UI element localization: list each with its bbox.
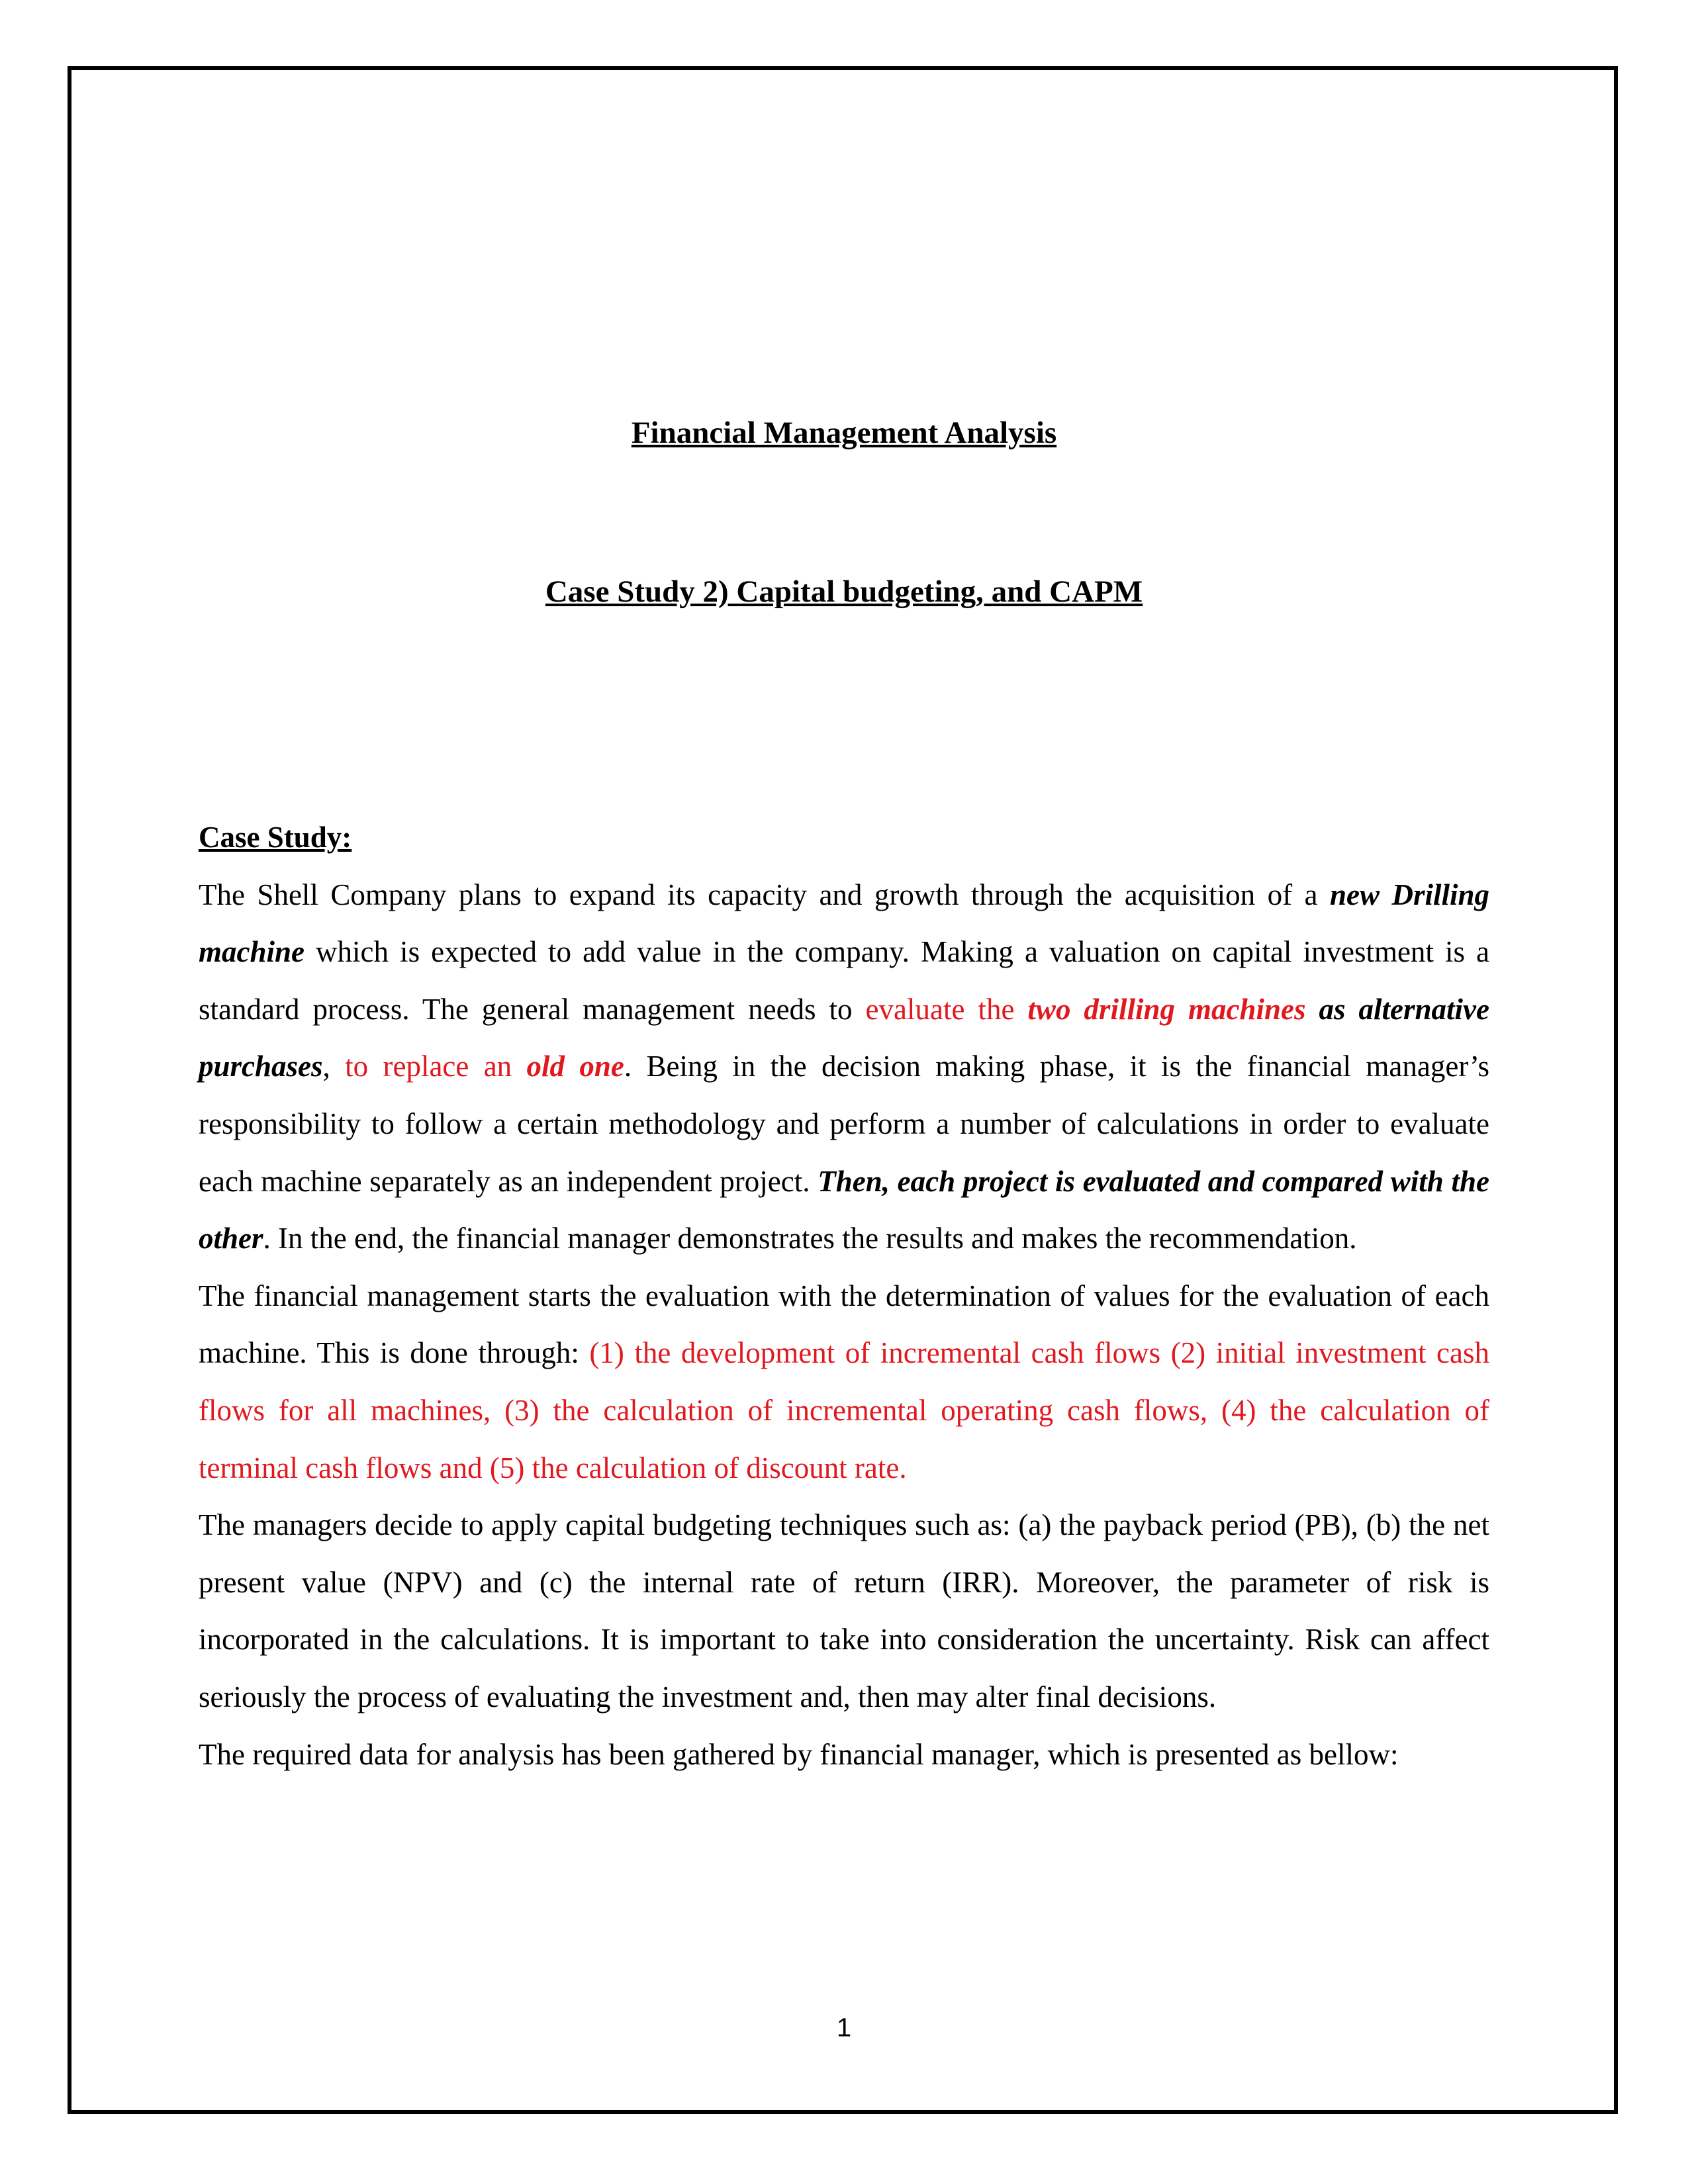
- highlight-emphasis-run: old one: [526, 1050, 624, 1083]
- section-heading: Case Study:: [199, 821, 352, 854]
- text-run: . In the end, the financial manager demonstrates the results and makes the recommendation.: [263, 1222, 1357, 1255]
- page-number: 1: [836, 2013, 852, 2042]
- text-run: ,: [322, 1050, 346, 1083]
- paragraph-techniques: The managers decide to apply capital budgeting techniques such as: (a) the payback period (PB), (b) the net present value (NPV) and (c) the internal rate of return (IRR). Moreover, the parameter of risk is incorporated in the calculations. It is important to take into consideration the uncertainty. Risk can affect seriously the process of evaluating the investment and, then may alter final decisions.: [199, 1508, 1489, 1713]
- text-run: . Being in the decision making phase, it is the financial manager’s responsibility to follow a certain methodology and perform a number of calculations in order to evaluate each machine separately as an independent project.: [199, 1050, 1489, 1198]
- emphasis-run: new Drilling machine: [199, 878, 1490, 969]
- document-body: [199, 809, 1489, 1783]
- paragraph-data-intro: The required data for analysis has been gathered by financial manager, which is presented as bellow:: [199, 1737, 1399, 1771]
- text-run: which is expected to add value in the company. Making a valuation on capital investment is a standard process. The general management needs to: [199, 935, 1489, 1026]
- document-title: Financial Management Analysis: [631, 416, 1057, 450]
- text-run: The financial management starts the evaluation with the determination of values for the evaluation of each machine. This is done through:: [199, 1279, 1489, 1370]
- highlight-run: to replace an: [345, 1050, 527, 1083]
- section-heading-paragraph: [199, 809, 1489, 866]
- emphasis-run: Then, each project is evaluated and compared with the other: [199, 1164, 1489, 1255]
- highlight-emphasis-run: machines: [1174, 992, 1306, 1026]
- highlight-run: evaluate the: [865, 992, 1028, 1026]
- case-study-title: Case Study 2) Capital budgeting, and CAPM: [545, 574, 1143, 609]
- paragraph-evaluation-steps: [199, 1267, 1489, 1496]
- paragraph-intro: [199, 866, 1489, 1267]
- highlight-emphasis-run: two drilling: [1027, 992, 1175, 1026]
- highlight-run: (1) the development of incremental cash flows (2) initial investment cash flows for all machines, (3) the calculation of incremental operating cash flows, (4) the calculation of terminal cash flows and (5) the calculation of discount rate.: [199, 1336, 1490, 1484]
- text-run: The Shell Company plans to expand its capacity and growth through the acquisition of a: [199, 878, 1330, 911]
- emphasis-run: as alternative purchases: [199, 992, 1489, 1083]
